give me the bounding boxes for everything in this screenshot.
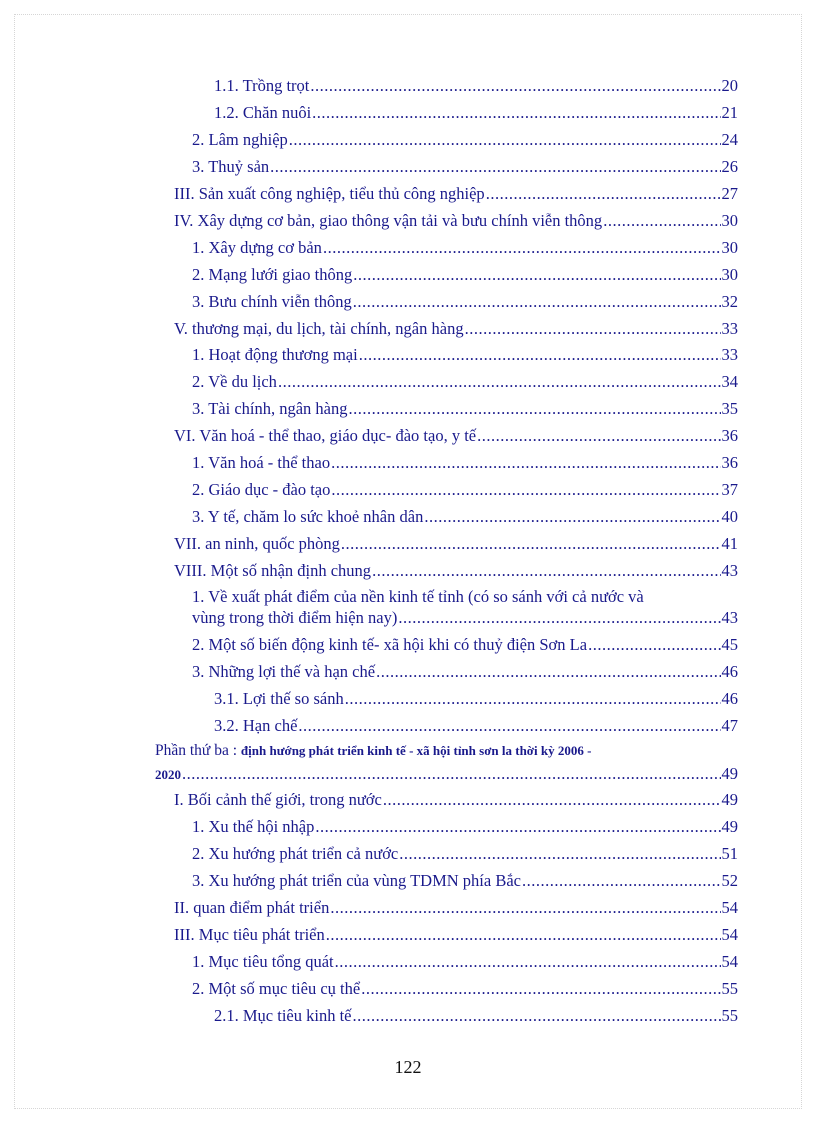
toc-entry[interactable]: [192, 843, 738, 865]
toc-entry-page: 35: [721, 399, 738, 418]
toc-entry[interactable]: [192, 661, 738, 683]
toc-entry-page: 27: [721, 184, 738, 203]
toc-entry-label: V. thương mại, du lịch, tài chính, ngân hàng: [174, 319, 464, 338]
toc-entry-label: 2. Mạng lưới giao thông: [192, 265, 353, 284]
toc-entry-page: 55: [721, 1006, 738, 1025]
toc-entry[interactable]: [192, 156, 738, 178]
toc-entry-label: 2. Về du lịch: [192, 372, 277, 391]
toc-entry-label: 2. Một số mục tiêu cụ thể: [192, 979, 361, 998]
toc-entry-page: 54: [721, 925, 738, 944]
toc-entry-page: 46: [721, 689, 738, 708]
toc-entry[interactable]: [174, 318, 738, 340]
toc-entry[interactable]: [192, 452, 738, 474]
part-three-prefix: Phần thứ ba :: [155, 742, 238, 759]
toc-entry[interactable]: [192, 634, 738, 656]
toc-entry[interactable]: [192, 344, 738, 366]
toc-entry[interactable]: [214, 75, 738, 97]
toc-entry[interactable]: [174, 789, 738, 811]
toc-entry[interactable]: [192, 237, 738, 259]
toc-entry[interactable]: [192, 951, 738, 973]
toc-entry-page: 41: [721, 534, 738, 553]
toc-entry[interactable]: [192, 870, 738, 892]
toc-entry-page: 49: [721, 817, 738, 836]
toc-entry-label: III. Mục tiêu phát triển: [174, 925, 325, 944]
part-three-title: định hướng phát triển kinh tế - xã hội tỉnh sơn la thời kỳ 2006 -: [240, 743, 592, 758]
toc-entry[interactable]: [192, 398, 738, 420]
toc-entry-page: 52: [721, 871, 738, 890]
toc-entry-label: 3.1. Lợi thế so sánh: [214, 689, 344, 708]
toc-entry-label: 3. Y tế, chăm lo sức khoẻ nhân dân: [192, 507, 424, 526]
toc-entry[interactable]: [192, 129, 738, 151]
toc-entry-label: 3. Thuỷ sản: [192, 157, 270, 176]
toc-entry-page: 33: [721, 345, 738, 364]
toc-entry-label: 1. Văn hoá - thể thao: [192, 453, 331, 472]
toc-entry-page: 20: [721, 76, 738, 95]
toc-entry-label: vùng trong thời điểm hiện nay): [192, 608, 398, 627]
toc-entry[interactable]: [174, 210, 738, 232]
toc-entry[interactable]: [214, 688, 738, 710]
toc-entry-page: 37: [721, 480, 738, 499]
toc-entry-label: I. Bối cảnh thế giới, trong nước: [174, 790, 382, 809]
toc-entry-page: 26: [721, 157, 738, 176]
toc-entry-page: 34: [721, 372, 738, 391]
toc-entry-wrapped-line2[interactable]: [192, 607, 738, 629]
toc-entry-label: VII. an ninh, quốc phòng: [174, 534, 340, 553]
toc-entry-page: 32: [721, 292, 738, 311]
toc-entry-page: 49: [721, 764, 738, 783]
toc-entry[interactable]: [192, 816, 738, 838]
toc-entry-label: 1. Xu thế hội nhập: [192, 817, 315, 836]
toc-entry-label: II. quan điểm phát triển: [174, 898, 330, 917]
toc-entry[interactable]: [214, 1005, 738, 1027]
toc-entry-page: 49: [721, 790, 738, 809]
toc-entry-page: 45: [721, 635, 738, 654]
toc-entry-label: 1. Xây dựng cơ bản: [192, 238, 322, 257]
toc-entry-label: 1. Về xuất phát điểm của nền kinh tế tỉnh (có so sánh với cả nước và: [192, 587, 644, 606]
toc-entry[interactable]: [174, 897, 738, 919]
toc-entry[interactable]: [174, 924, 738, 946]
toc-entry-page: 54: [721, 952, 738, 971]
part-three-heading-line2[interactable]: [155, 763, 738, 785]
toc-entry-label: 2. Lâm nghiệp: [192, 130, 288, 149]
toc-entry-page: 33: [721, 319, 738, 338]
toc-entry-page: 40: [721, 507, 738, 526]
toc-entry-label: IV. Xây dựng cơ bản, giao thông vận tải và bưu chính viễn thông: [174, 211, 603, 230]
toc-entry[interactable]: [192, 479, 738, 501]
toc-entry-page: 30: [721, 265, 738, 284]
toc-entry[interactable]: [192, 978, 738, 1000]
toc-entry[interactable]: [174, 533, 738, 555]
toc-entry-page: 24: [721, 130, 738, 149]
page-number: 122: [394, 1057, 422, 1077]
toc-entry-label: 2.1. Mục tiêu kinh tế: [214, 1006, 352, 1025]
toc-entry-page: 54: [721, 898, 738, 917]
toc-entry[interactable]: [192, 371, 738, 393]
toc-entry[interactable]: [214, 715, 738, 737]
toc-entry-label: 2020: [155, 767, 181, 782]
toc-entry-label: 1.2. Chăn nuôi: [214, 103, 312, 122]
toc-entry-page: 43: [721, 608, 738, 627]
toc-entry-label: 3. Những lợi thế và hạn chế: [192, 662, 376, 681]
toc-entry-label: VI. Văn hoá - thể thao, giáo dục- đào tạo, y tế: [174, 426, 477, 445]
toc-entry[interactable]: [174, 425, 738, 447]
toc-entry-page: 46: [721, 662, 738, 681]
toc-entry-label: 1. Mục tiêu tổng quát: [192, 952, 334, 971]
toc-entry-label: 2. Giáo dục - đào tạo: [192, 480, 331, 499]
toc-entry-page: 51: [721, 844, 738, 863]
toc-entry-label: 2. Xu hướng phát triển cả nước: [192, 844, 399, 863]
toc-entry-page: 55: [721, 979, 738, 998]
toc-entry-page: 30: [721, 211, 738, 230]
toc-entry[interactable]: [192, 506, 738, 528]
toc-entry-label: 3. Tài chính, ngân hàng: [192, 399, 348, 418]
toc-entry-label: 3.2. Hạn chế: [214, 716, 298, 735]
toc-entry-page: 47: [721, 716, 738, 735]
toc-entry-label: 1. Hoạt động thương mại: [192, 345, 358, 364]
toc-entry-page: 43: [721, 561, 738, 580]
toc-entry[interactable]: [174, 560, 738, 582]
toc-entry[interactable]: [192, 291, 738, 313]
toc-entry[interactable]: [174, 183, 738, 205]
toc-entry-page: 36: [721, 453, 738, 472]
toc-entry-label: 3. Xu hướng phát triển của vùng TDMN phía Bắc: [192, 871, 521, 890]
toc-entry[interactable]: [192, 264, 738, 286]
toc-entry-page: 30: [721, 238, 738, 257]
toc-entry-label: VIII. Một số nhận định chung: [174, 561, 372, 580]
toc-entry-wrapped-line1[interactable]: [192, 586, 738, 608]
toc-entry-label: 3. Bưu chính viễn thông: [192, 292, 352, 311]
toc-entry-page: 36: [721, 426, 738, 445]
toc-entry-page: 21: [721, 103, 738, 122]
toc-entry-label: III. Sản xuất công nghiệp, tiểu thủ công nghiệp: [174, 184, 485, 203]
toc-entry[interactable]: [214, 102, 738, 124]
toc-entry-label: 1.1. Trồng trọt: [214, 76, 310, 95]
toc-entry-label: 2. Một số biến động kinh tế- xã hội khi có thuỷ điện Sơn La: [192, 635, 588, 654]
part-three-heading[interactable]: [155, 740, 738, 762]
